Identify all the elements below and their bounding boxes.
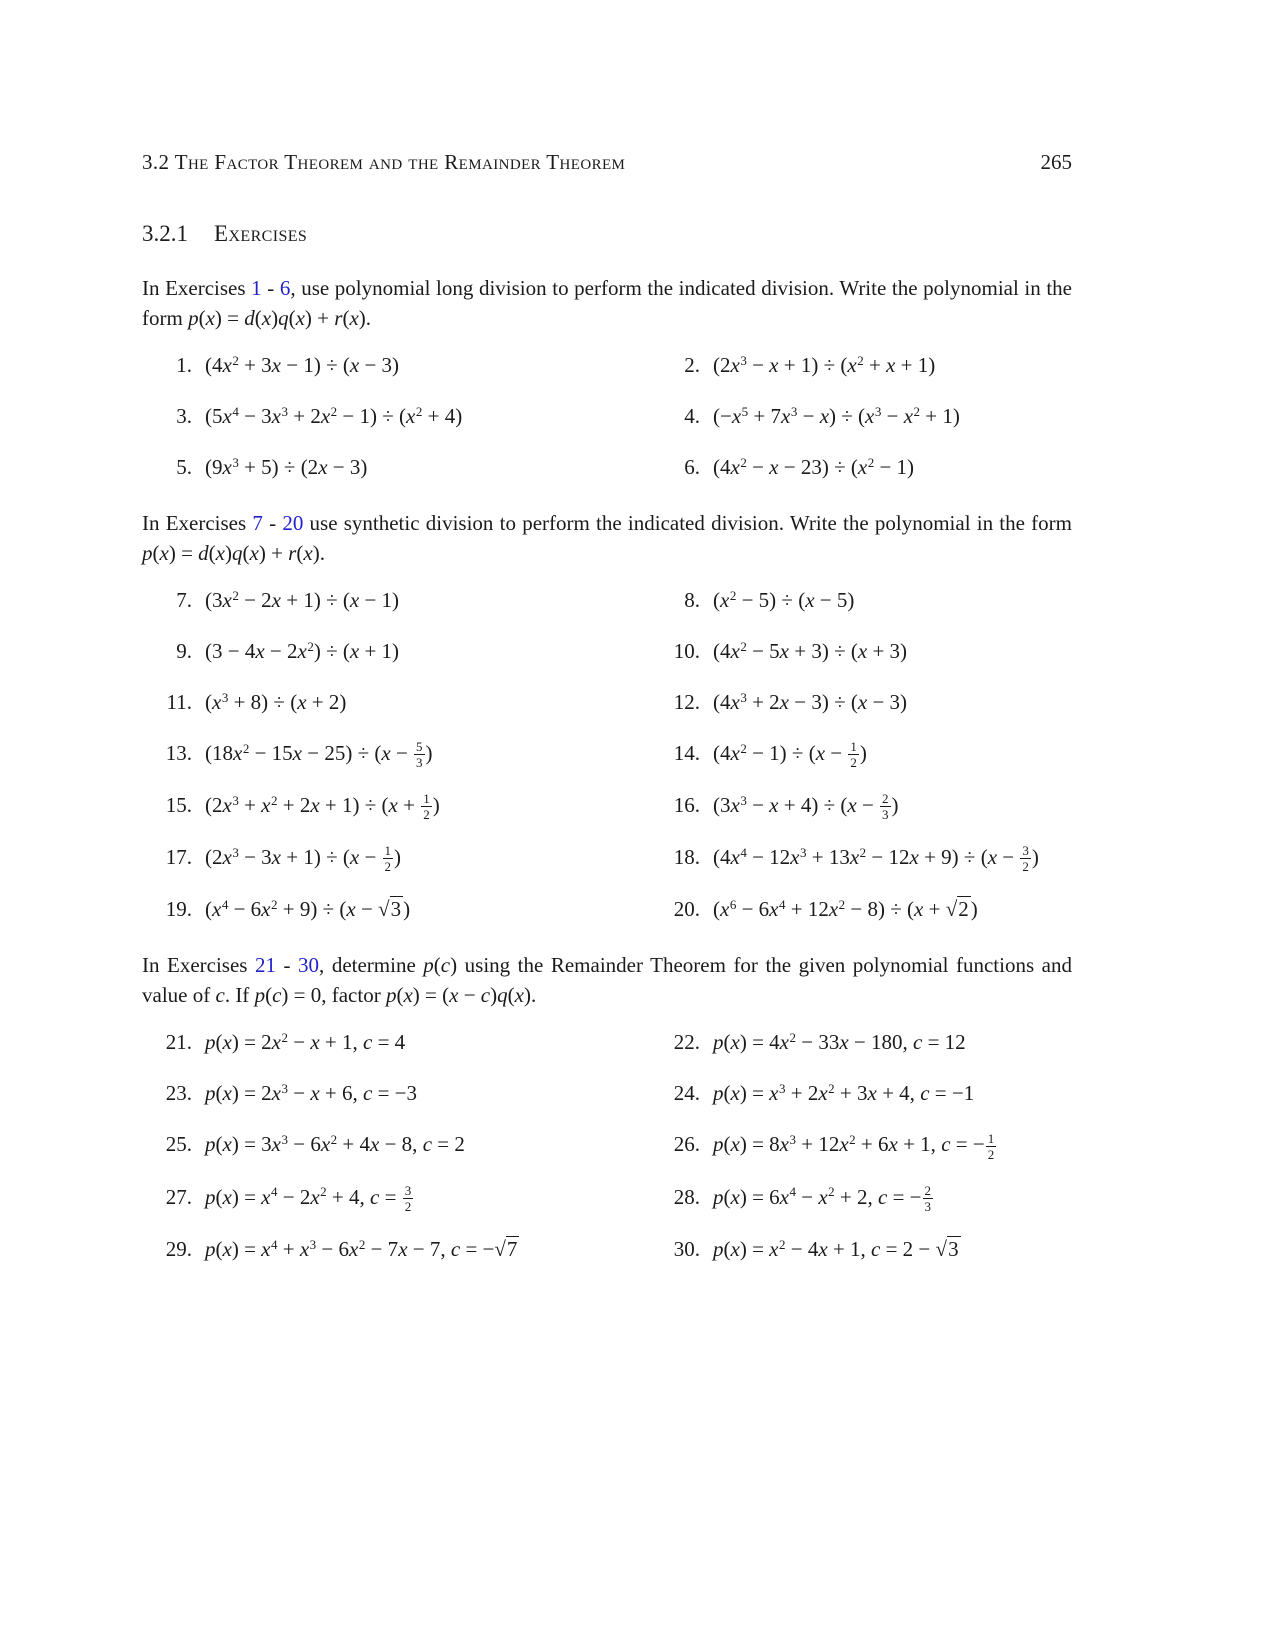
square-root: √3 <box>935 1236 959 1261</box>
exercise-range-link[interactable]: 21 <box>255 953 276 978</box>
exercise-number: 2. <box>684 353 700 377</box>
exercise-expression: $p(x) = 3x^3 - 6x^2 + 4x - 8$, c = 2 <box>205 1132 465 1157</box>
exercise-expression: $(2x^3 - x + 1) \div (x^2 + x + 1)$ <box>713 352 936 377</box>
exercise-expression: $(x^2 - 5) \div (x - 5)$ <box>713 587 855 612</box>
exercise-expression: $p(x) = x^4 - 2x^2 + 4$, c = $\frac{3}{2}$ <box>205 1182 412 1214</box>
exercise-number: 19. <box>165 897 192 922</box>
exercise-number: 22. <box>673 1030 700 1055</box>
fraction: $\frac{5}{3}$ <box>416 739 423 771</box>
exercise-number: 13. <box>165 741 192 765</box>
exercise-range-link[interactable]: 1 <box>251 276 262 300</box>
exercise-expression: $(18x^2 - 15x - 25) \div (x$ − $\frac{5}{3}$ ) <box>205 739 433 771</box>
exercise-number: 14. <box>673 741 700 765</box>
exercise-number: 17. <box>165 845 192 870</box>
exercise-number: 16. <box>673 793 700 818</box>
fraction: $\frac{1}{2}$ <box>987 1130 995 1162</box>
exercise-number: 5. <box>176 455 192 479</box>
fraction: $\frac{2}{3}$ <box>882 791 889 823</box>
exercise-item-7 <box>142 586 650 615</box>
exercise-expression: $(3x^2 - 2x + 1) \div (x - 1)$ <box>205 587 400 612</box>
exercise-number: 24. <box>673 1081 700 1106</box>
exercise-item-10 <box>650 637 1072 666</box>
exercise-expression: $(3 - 4x - 2x^2) \div (x + 1)$ <box>205 638 400 663</box>
exercise-number: 26. <box>673 1132 700 1157</box>
exercise-number: 4. <box>684 404 700 428</box>
exercise-expression: $(3x^3 - x + 4) \div (x$ − $\frac{2}{3}$ ) <box>713 791 899 823</box>
exercise-number: 29. <box>165 1236 192 1261</box>
exercise-item-5 <box>142 453 650 482</box>
exercise-range-link[interactable]: 20 <box>282 511 304 535</box>
exercise-expression: $p(x) = x^2 - 4x + 1$, c = 2 − √3 <box>713 1236 959 1261</box>
exercise-number: 7. <box>176 588 192 612</box>
exercise-number: 10. <box>673 639 700 663</box>
exercise-number: 27. <box>165 1184 192 1209</box>
exercise-number: 6. <box>684 455 700 479</box>
fraction: $\frac{1}{2}$ <box>850 739 857 771</box>
text-run: - <box>261 276 280 300</box>
exercise-grid-1 <box>142 351 1072 482</box>
exercise-item-30 <box>650 1235 1072 1264</box>
exercise-grid-2 <box>142 586 1072 924</box>
exercise-number: 9. <box>176 639 192 663</box>
text-run: - <box>262 511 283 535</box>
exercise-item-16 <box>650 791 1072 821</box>
instructions-paragraph-3 <box>142 950 1072 1010</box>
exercise-expression: $(x^4 - 6x^2 + 9) \div (x - √3)$ <box>205 897 411 922</box>
fraction: $\frac{2}{3}$ <box>924 1182 932 1214</box>
exercise-expression: $p(x) = 2x^2 - x + 1$, c = 4 <box>205 1030 406 1055</box>
text-run: use synthetic division to perform the indicated division. Write the polynomial in the form <box>303 511 1072 535</box>
page-number: 265 <box>1040 150 1072 174</box>
exercise-item-8 <box>650 586 1072 615</box>
exercise-item-23 <box>142 1079 650 1108</box>
exercise-range-link[interactable]: 6 <box>279 276 291 300</box>
exercise-grid-3 <box>142 1028 1072 1263</box>
text-run: using the Remainder Theorem for the given polynomial functions and value of <box>142 953 1072 1008</box>
exercise-number: 1. <box>176 353 192 377</box>
text-run: , determine <box>319 953 424 978</box>
exercise-number: 12. <box>673 690 700 714</box>
fraction: $\frac{1}{2}$ <box>423 791 430 823</box>
exercise-expression: $(x^3 + 8) \div (x + 2)$ <box>205 689 347 714</box>
page-header <box>142 150 1072 175</box>
text-run: In Exercises <box>142 511 253 535</box>
exercise-range-link[interactable]: 30 <box>298 953 320 978</box>
subsection-title: Exercises <box>214 221 308 246</box>
inline-math: p(x) = d(x)q(x) + r(x) <box>188 306 366 330</box>
exercise-expression: $(2x^3 - 3x + 1) \div (x$ − $\frac{1}{2}$ ) <box>205 843 402 875</box>
exercise-item-9 <box>142 637 650 666</box>
exercise-number: 25. <box>165 1132 192 1157</box>
instructions-paragraph-1 <box>142 273 1072 333</box>
exercise-number: 8. <box>684 588 700 612</box>
exercise-item-1 <box>142 351 650 380</box>
exercise-number: 3. <box>176 404 192 428</box>
exercise-expression: $p(x) = 8x^3 + 12x^2 + 6x + 1$, c = − $\frac{1}{2}$ <box>713 1130 995 1162</box>
exercise-item-14 <box>650 739 1072 769</box>
running-head: 3.2 The Factor Theorem and the Remainder Theorem <box>142 150 626 174</box>
subsection-heading <box>142 221 1072 247</box>
exercise-expression: $(9x^3 + 5) \div (2x - 3)$ <box>205 454 368 479</box>
exercise-expression: $(4x^4 - 12x^3 + 13x^2 - 12x + 9) \div (x$ − $\frac{3}{2}$ ) <box>713 843 1039 875</box>
inline-math: p(x) = d(x)q(x) + r(x) <box>142 541 320 565</box>
exercise-item-20 <box>650 895 1072 924</box>
exercise-item-28 <box>650 1183 1072 1213</box>
exercise-item-3 <box>142 402 650 431</box>
text-run: . <box>530 983 537 1008</box>
exercise-expression: $p(x) = 2x^3 - x + 6$, c = −3 <box>205 1081 418 1106</box>
exercise-item-26 <box>650 1130 1072 1160</box>
exercise-item-17 <box>142 843 650 873</box>
exercise-number: 20. <box>673 897 700 922</box>
exercise-item-2 <box>650 351 1072 380</box>
text-run: . <box>319 541 325 565</box>
exercise-expression: $p(x) = x^3 + 2x^2 + 3x + 4$, c = −1 <box>713 1081 975 1106</box>
exercise-item-19 <box>142 895 650 924</box>
exercise-expression: $(-x^5 + 7x^3 - x) \div (x^3 - x^2 + 1)$ <box>713 403 960 428</box>
exercise-item-11 <box>142 688 650 717</box>
exercise-expression: $p(x) = 4x^2 - 33x - 180$, c = 12 <box>713 1030 966 1055</box>
text-run: In Exercises <box>142 276 252 300</box>
exercise-number: 21. <box>165 1030 192 1055</box>
square-root: √2 <box>945 897 969 922</box>
exercise-expression: $(4x^3 + 2x - 3) \div (x - 3)$ <box>713 689 908 714</box>
exercise-expression: $p(x) = x^4 + x^3 - 6x^2 - 7x - 7$, c = −√7 <box>205 1236 518 1261</box>
exercise-range-link[interactable]: 7 <box>252 511 263 535</box>
square-root: √3 <box>378 897 402 922</box>
exercise-item-22 <box>650 1028 1072 1057</box>
text-run: , use polynomial long division to perform the indicated division. Write the polynomial in the form <box>142 276 1072 330</box>
exercise-item-13 <box>142 739 650 769</box>
exercise-number: 15. <box>165 793 192 818</box>
inline-math: c <box>215 983 225 1008</box>
instructions-paragraph-2 <box>142 508 1072 568</box>
inline-math: p(c) = 0 <box>254 983 322 1008</box>
square-root: √7 <box>494 1236 518 1261</box>
fraction: $\frac{3}{2}$ <box>1022 843 1029 875</box>
exercise-expression: $(x^6 - 6x^4 + 12x^2 - 8) \div (x + √2)$ <box>713 897 978 922</box>
text-run: . <box>365 306 372 330</box>
text-run: , factor <box>321 983 386 1008</box>
exercise-number: 11. <box>166 690 192 714</box>
exercise-expression: $(4x^2 + 3x - 1) \div (x - 3)$ <box>205 352 400 377</box>
exercise-expression: $p(x) = 6x^4 - x^2 + 2$, c = − $\frac{2}{3}$ <box>713 1182 932 1214</box>
exercise-number: 28. <box>673 1184 700 1209</box>
subsection-number: 3.2.1 <box>142 221 188 246</box>
exercise-item-27 <box>142 1183 650 1213</box>
exercise-item-4 <box>650 402 1072 431</box>
exercise-item-25 <box>142 1130 650 1160</box>
text-run: In Exercises <box>142 953 255 978</box>
exercise-item-15 <box>142 791 650 821</box>
exercise-expression: $(2x^3 + x^2 + 2x + 1) \div (x$ + $\frac{1}{2}$ ) <box>205 791 440 823</box>
exercise-item-6 <box>650 453 1072 482</box>
inline-math: p(c) <box>423 953 458 978</box>
exercise-item-21 <box>142 1028 650 1057</box>
exercise-number: 30. <box>673 1236 700 1261</box>
exercise-expression: $(4x^2 - 1) \div (x$ − $\frac{1}{2}$ ) <box>713 739 867 771</box>
exercise-item-24 <box>650 1079 1072 1108</box>
exercise-item-12 <box>650 688 1072 717</box>
fraction: $\frac{3}{2}$ <box>404 1182 412 1214</box>
fraction: $\frac{1}{2}$ <box>384 843 392 875</box>
text-run: - <box>276 953 299 978</box>
exercise-expression: $(5x^4 - 3x^3 + 2x^2 - 1) \div (x^2 + 4)$ <box>205 403 463 428</box>
exercise-item-18 <box>650 843 1072 873</box>
exercise-expression: $(4x^2 - 5x + 3) \div (x + 3)$ <box>713 638 908 663</box>
exercise-item-29 <box>142 1235 650 1264</box>
exercise-number: 18. <box>673 845 700 870</box>
inline-math: p(x) = (x − c)q(x) <box>385 983 531 1008</box>
exercises-content <box>142 273 1072 1264</box>
exercise-number: 23. <box>165 1081 192 1106</box>
exercise-expression: $(4x^2 - x - 23) \div (x^2 - 1)$ <box>713 454 915 479</box>
text-run: . If <box>224 983 255 1008</box>
